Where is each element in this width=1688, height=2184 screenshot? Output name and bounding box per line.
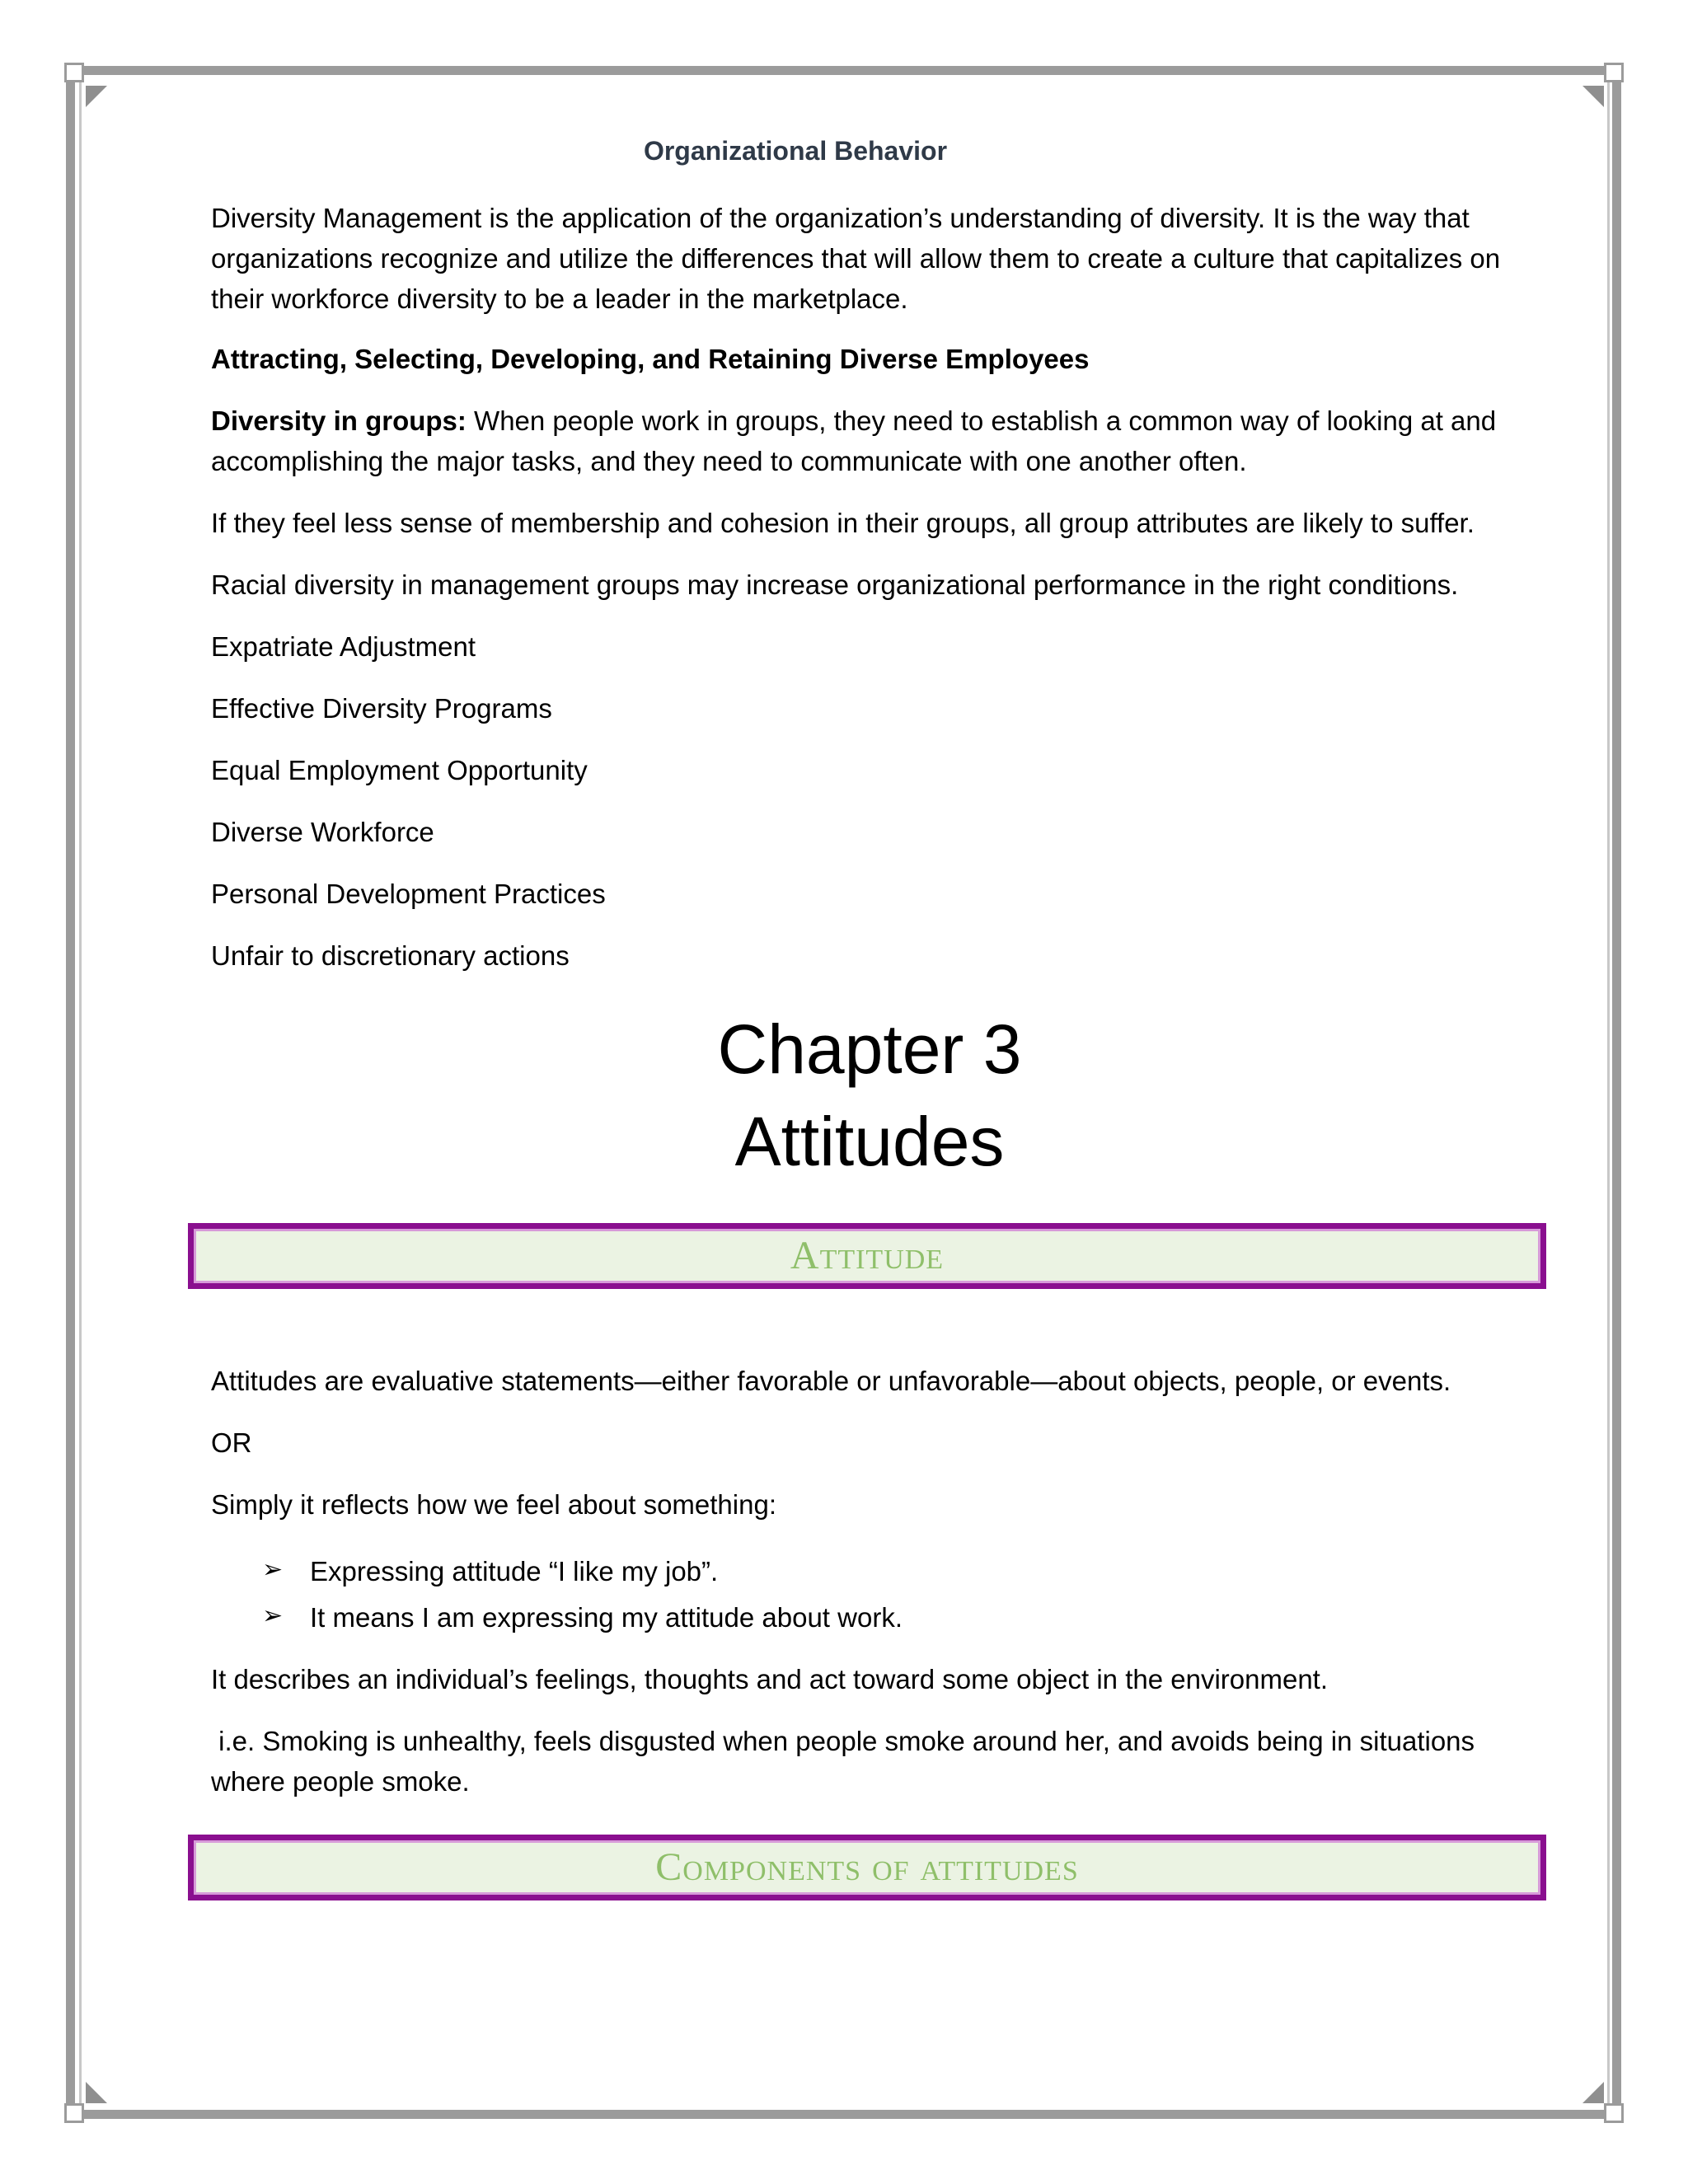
section-box-components [188,1835,1546,1900]
list-item: Expatriate Adjustment [211,631,476,662]
paragraph-membership: If they feel less sense of membership and cohesion in their groups, all group attributes are likely to suffer. [211,508,1475,538]
corner-square-tr [1604,63,1624,82]
section-title-components: Components of attitudes [655,1845,1079,1889]
page-border-inner-left [79,81,82,2110]
paragraph-racial-diversity: Racial diversity in management groups may increase organizational performance in the right conditions. [211,569,1459,600]
arrowhead-bullet-icon: ➢ [262,1602,284,1629]
page-border-top [81,66,1611,75]
label-diversity-in-groups: Diversity in groups: [211,405,467,436]
corner-triangle-icon [1582,2082,1604,2103]
list-item: Personal Development Practices [211,879,606,909]
corner-triangle-icon [86,86,107,107]
paragraph-diversity-management: Diversity Management is the application of the organization’s understanding of diversity. It is the way that organizations recognize and utilize the differences that will allow them to create a culture that capitalizes on their workforce diversity to be a leader in the marketplace. [211,203,1501,314]
paragraph-example: i.e. Smoking is unhealthy, feels disgusted when people smoke around her, and avoids being in situations where people smoke. [211,1726,1483,1797]
list-item: Unfair to discretionary actions [211,940,570,971]
paragraph-attitude-definition: Attitudes are evaluative statements—either favorable or unfavorable—about objects, people, or events. [211,1366,1451,1396]
paragraph-describes: It describes an individual’s feelings, thoughts and act toward some object in the environment. [211,1664,1329,1694]
corner-square-br [1604,2103,1624,2123]
page-header-title: Organizational Behavior [643,136,948,166]
section-title-attitude: Attitude [790,1234,945,1277]
page-border-left [66,81,75,2110]
page-border-bottom [81,2110,1611,2119]
page-border-right [1612,81,1621,2110]
paragraph-diversity-in-groups [211,401,1530,481]
subheading-attracting: Attracting, Selecting, Developing, and Retaining Diverse Employees [211,344,1090,374]
bullet-item: Expressing attitude “I like my job”. [310,1556,719,1586]
chapter-title: Attitudes [734,1103,1005,1180]
section-box-attitude [188,1223,1546,1289]
list-item: Effective Diversity Programs [211,693,552,724]
corner-square-tl [64,63,84,82]
list-item: Equal Employment Opportunity [211,755,588,785]
bullet-item: It means I am expressing my attitude about work. [310,1602,903,1633]
paragraph-simply: Simply it reflects how we feel about something: [211,1489,776,1520]
page-border-inner-right [1607,81,1610,2110]
corner-triangle-icon [1582,86,1604,107]
text-diversity-in-groups: When people work in groups, they need to establish a common way of looking at and accomplishing the major tasks, and they need to communicate with one another often. [211,405,1497,476]
list-item: Diverse Workforce [211,817,434,847]
corner-triangle-icon [86,2082,107,2103]
arrowhead-bullet-icon: ➢ [262,1556,284,1583]
chapter-number: Chapter 3 [717,1010,1022,1088]
paragraph-or: OR [211,1427,252,1458]
corner-square-bl [64,2103,84,2123]
